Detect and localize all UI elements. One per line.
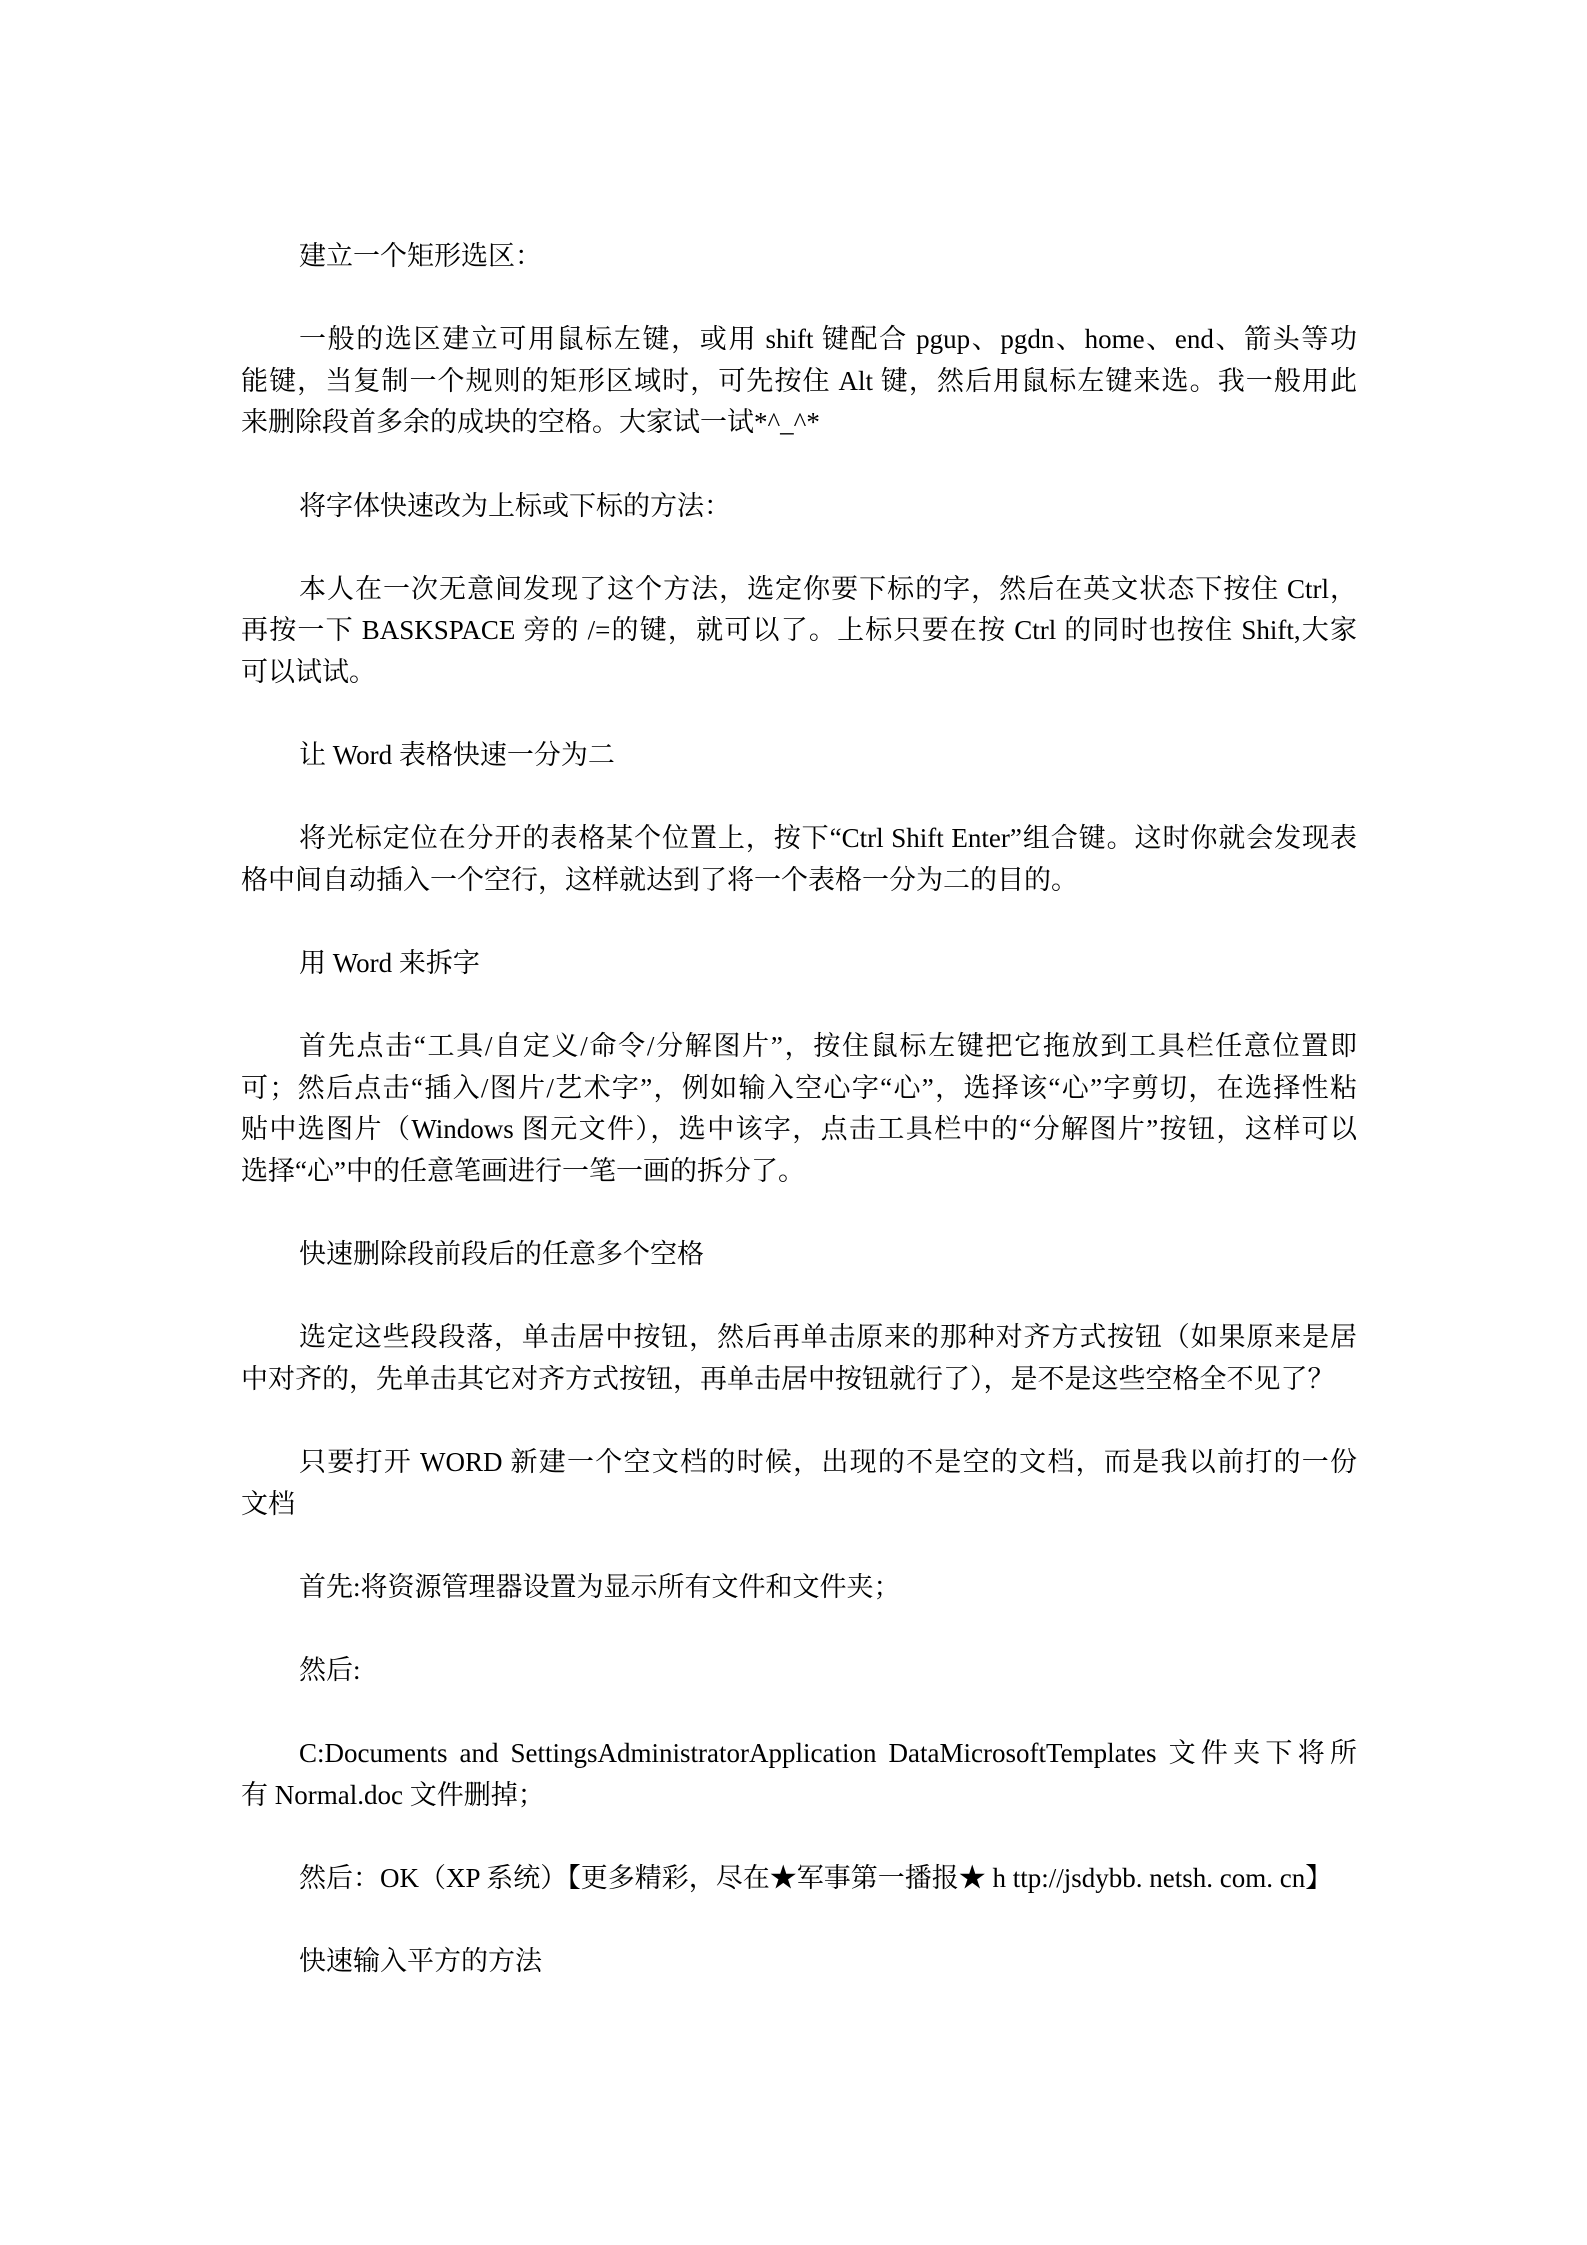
paragraph-line: 将光标定位在分开的表格某个位置上，按下“Ctrl Shift Enter”组合键。这时你就会发现表	[299, 823, 1357, 854]
paragraph	[241, 1234, 1357, 1276]
paragraph-line: 将字体快速改为上标或下标的方法：	[299, 490, 731, 521]
paragraph-line: 快速删除段前段后的任意多个空格	[299, 1239, 704, 1270]
paragraph-line: 贴中选图片（Windows 图元文件），选中该字，点击工具栏中的“分解图片”按钮，这样可以	[241, 1114, 1357, 1145]
paragraph-line: 中对齐的，先单击其它对齐方式按钮，再单击居中按钮就行了），是不是这些空格全不见了？	[241, 1364, 1335, 1395]
paragraph	[241, 735, 1357, 777]
paragraph-line: 再按一下 BASKSPACE 旁的 /=的键，就可以了。上标只要在按 Ctrl 的同时也按住 Shift,大家	[241, 615, 1357, 646]
paragraph-line: 格中间自动插入一个空行，这样就达到了将一个表格一分为二的目的。	[241, 864, 1078, 895]
paragraph-line: 本人在一次无意间发现了这个方法，选定你要下标的字，然后在英文状态下按住 Ctrl，	[299, 573, 1357, 604]
paragraph-line: 一般的选区建立可用鼠标左键，或用 shift 键配合 pgup、pgdn、home、end、箭头等功	[299, 324, 1357, 355]
paragraph	[241, 486, 1357, 528]
paragraph-line: 用 Word 来拆字	[299, 948, 480, 979]
paragraph-line: 可；然后点击“插入/图片/艺术字”，例如输入空心字“心”，选择该“心”字剪切，在选择性粘	[241, 1072, 1357, 1103]
paragraph-line: 只要打开 WORD 新建一个空文档的时候，出现的不是空的文档，而是我以前打的一份	[299, 1447, 1357, 1478]
paragraph-line: 有 Normal.doc 文件删掉；	[241, 1779, 545, 1810]
paragraph	[241, 1026, 1357, 1192]
paragraph-line: 能键，当复制一个规则的矩形区域时，可先按住 Alt 键，然后用鼠标左键来选。我一般用此	[241, 365, 1357, 396]
paragraph	[241, 1941, 1357, 1983]
paragraph-line: 可以试试。	[241, 656, 376, 687]
paragraph	[241, 1567, 1357, 1609]
document-page	[241, 236, 1357, 2025]
paragraph-line: 选择“心”中的任意笔画进行一笔一画的拆分了。	[241, 1156, 805, 1187]
paragraph-line: 快速输入平方的方法	[299, 1946, 542, 1977]
paragraph	[241, 943, 1357, 985]
paragraph-line: 首先:将资源管理器设置为显示所有文件和文件夹；	[299, 1572, 901, 1602]
paragraph	[241, 1858, 1357, 1900]
paragraph	[241, 1442, 1357, 1525]
paragraph-line: 让 Word 表格快速一分为二	[299, 740, 615, 771]
paragraph-line: 选定这些段段落，单击居中按钮，然后再单击原来的那种对齐方式按钮（如果原来是居	[299, 1322, 1357, 1353]
paragraph	[241, 236, 1357, 278]
paragraph-line: 首先点击“工具/自定义/命令/分解图片”，按住鼠标左键把它拖放到工具栏任意位置即	[299, 1031, 1357, 1062]
paragraph	[241, 569, 1357, 694]
paragraph	[241, 1317, 1357, 1400]
paragraph-line: 来删除段首多余的成块的空格。大家试一试*^_^*	[241, 407, 820, 438]
paragraph	[241, 319, 1357, 444]
paragraph-line: 文档	[241, 1488, 295, 1519]
paragraph-line: 然后：OK（XP 系统）【更多精彩，尽在★军事第一播报★ h ttp://jsdybb. netsh. com. cn】	[299, 1863, 1333, 1894]
paragraph	[241, 1650, 1357, 1692]
paragraph-line: 然后:	[299, 1655, 361, 1686]
paragraph	[241, 1733, 1357, 1816]
paragraph-line: 建立一个矩形选区：	[299, 241, 542, 271]
paragraph	[241, 818, 1357, 901]
paragraph-line: C:Documents and SettingsAdministratorApplication DataMicrosoftTemplates 文件夹下将所	[299, 1738, 1357, 1769]
